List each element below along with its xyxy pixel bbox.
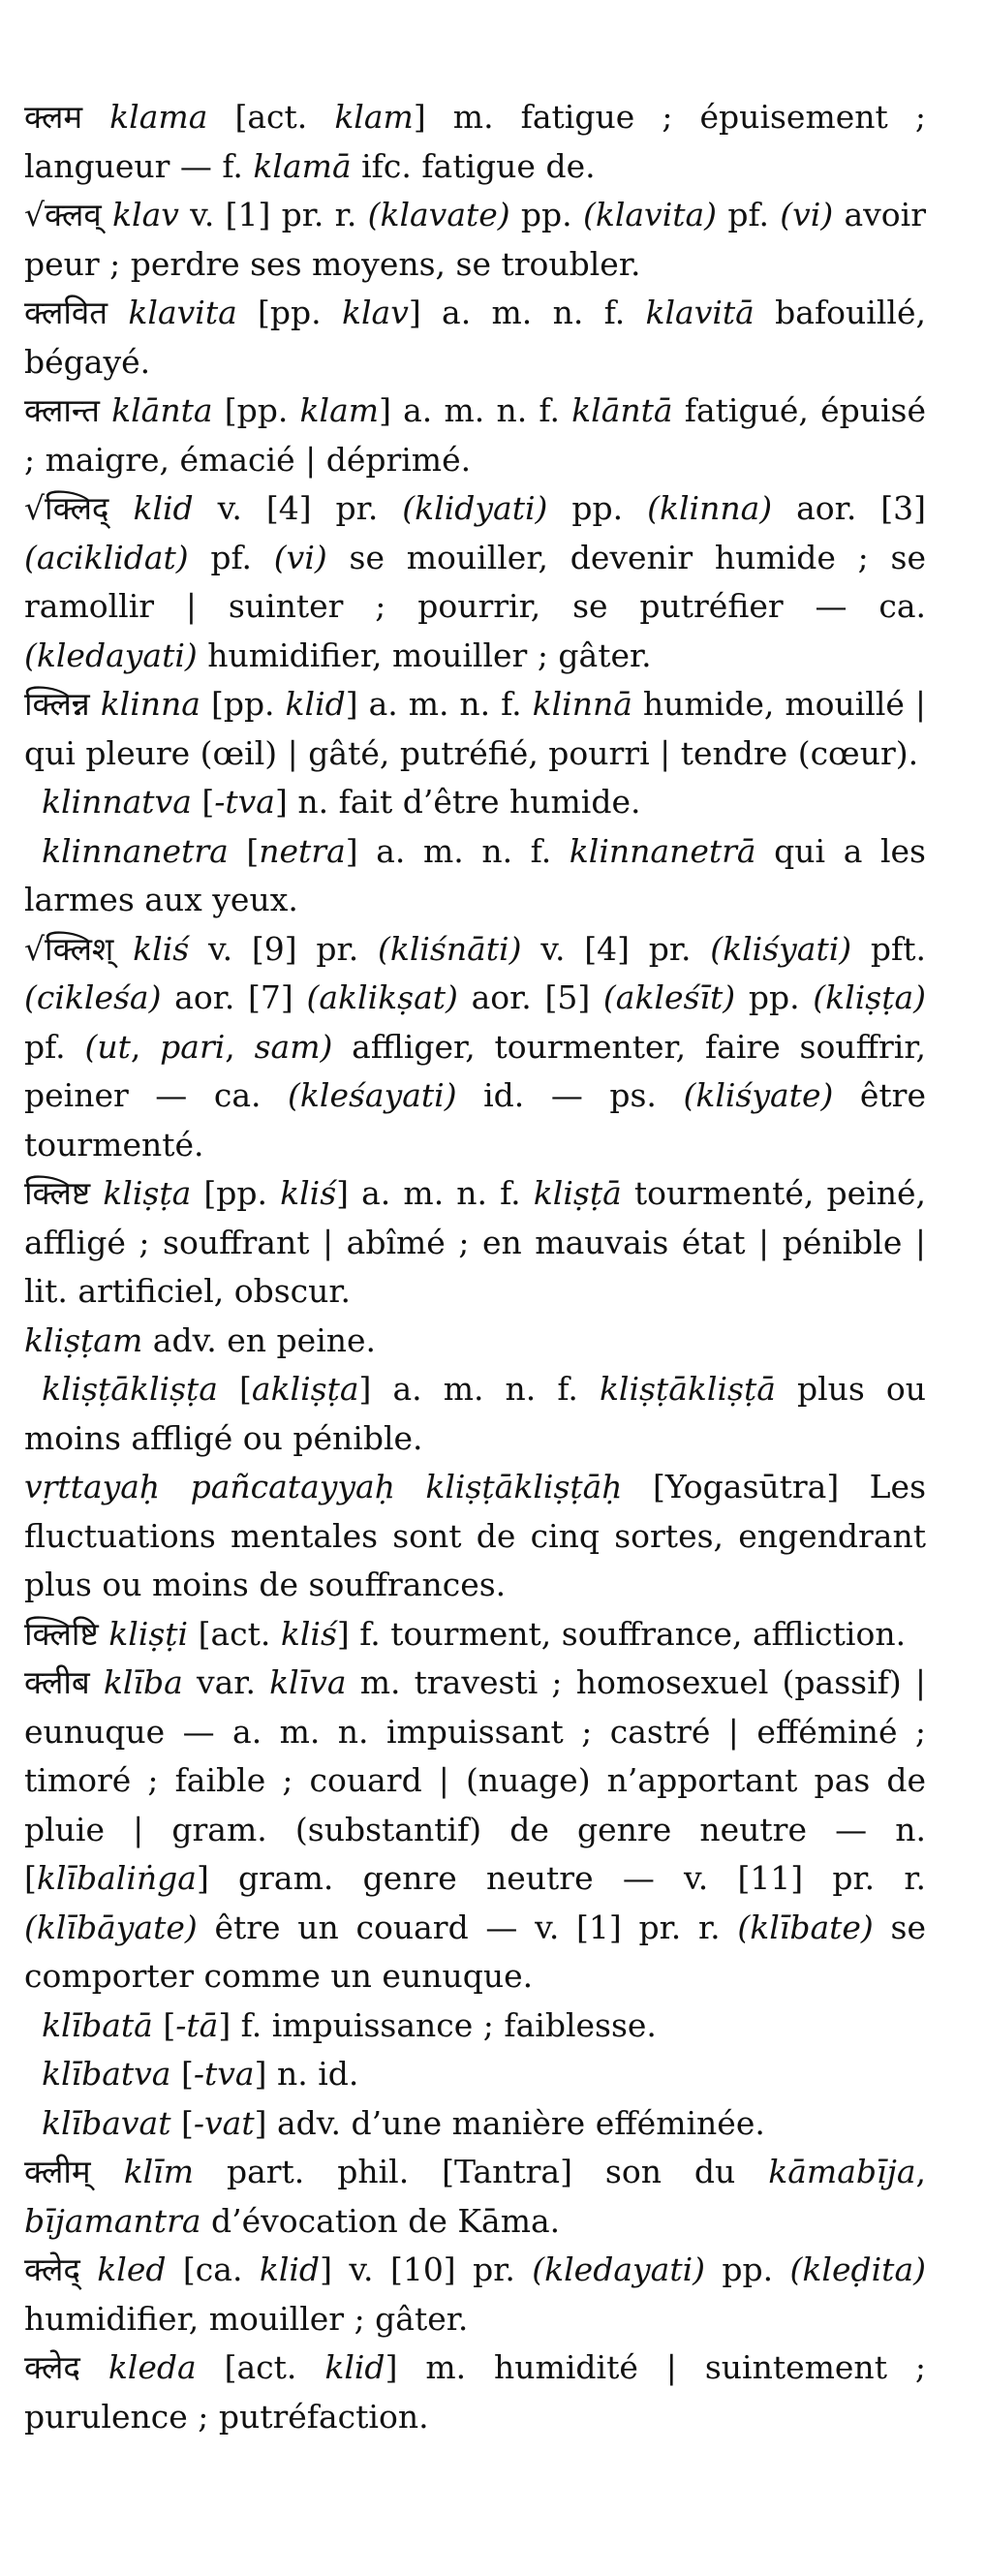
sub-entry: klībatā [-tā] f. impuissance ; faiblesse. — [42, 2005, 657, 2044]
entry-list — [24, 93, 926, 2441]
dictionary-entry: √क्लिद् klid v. [4] pr. (klidyati) pp. (klinna) aor. [3] (aciklidat) pf. (vi) se mouiller, devenir humide ; se ramollir | suinter ; pourrir, se putréfier — ca. (kledayati) humidifier, mouiller ; gâter. — [24, 489, 927, 674]
dictionary-entry: क्लीब klība var. klīva m. travesti ; homosexuel (passif) | eunuque — a. m. n. impuissant ; castré | efféminé ; timoré ; faible ; couard | (nuage) n’apportant pas de pluie | gram. (substantif) de genre neutre — n. [klībaliṅga] gram. genre neutre — v. [11] pr. r. (klībāyate) être un couard — v. [1] pr. r. (klībate) se comporter comme un eunuque. — [24, 1663, 927, 1995]
dictionary-entry: क्लेद kleda [act. klid] m. humidité | suintement ; purulence ; putréfaction. — [24, 2348, 926, 2436]
dictionary-entry: √क्लव् klav v. [1] pr. r. (klavate) pp. (klavita) pf. (vi) avoir peur ; perdre ses moyens, se troubler. — [24, 196, 926, 283]
sub-entry: klībavat [-vat] adv. d’une manière efféminée. — [42, 2103, 765, 2142]
dictionary-entry: क्लीम् klīm part. phil. [Tantra] son du kāmabīja, bījamantra d’évocation de Kāma. — [24, 2153, 926, 2240]
dictionary-entry: kliṣṭam adv. en peine. — [24, 1320, 377, 1359]
dictionary-entry: क्लेद् kled [ca. klid] v. [10] pr. (kledayati) pp. (kleḍita) humidifier, mouiller ; gâter. — [24, 2250, 926, 2338]
dictionary-entry: क्लिष्टि kliṣṭi [act. kliś] f. tourment, souffrance, affliction. — [24, 1614, 907, 1653]
dictionary-entry: √क्लिश् kliś v. [9] pr. (kliśnāti) v. [4] pr. (kliśyati) pft. (cikleśa) aor. [7] (aklikṣat) aor. [5] (akleśīt) pp. (kliṣṭa) pf. (ut, pari, sam) affliger, tourmenter, faire souffrir, peiner — ca. (kleśayati) id. — ps. (kliśyate) être tourmenté. — [24, 929, 927, 1164]
sub-entry: kliṣṭākliṣṭa [akliṣṭa] a. m. n. f. kliṣṭākliṣṭā plus ou moins affligé ou pénible. — [24, 1370, 926, 1457]
dictionary-entry: क्लिन्न klinna [pp. klid] a. m. n. f. klinnā humide, mouillé | qui pleure (œil) | gâté, putréfié, pourri | tendre (cœur). — [24, 685, 927, 772]
dictionary-entry: क्लान्त klānta [pp. klam] a. m. n. f. klāntā fatigué, épuisé ; maigre, émacié | déprimé. — [24, 391, 926, 479]
dictionary-entry: क्लिष्ट kliṣṭa [pp. kliś] a. m. n. f. kliṣṭā tourmenté, peiné, affligé ; souffrant | abîmé ; en mauvais état | pénible | lit. artificiel, obscur. — [24, 1174, 926, 1310]
sub-entry: klinnatva [-tva] n. fait d’être humide. — [42, 783, 641, 821]
sub-entry: klībatva [-tva] n. id. — [42, 2055, 359, 2093]
sub-entry: klinnanetra [netra] a. m. n. f. klinnanetrā qui a les larmes aux yeux. — [24, 831, 926, 918]
dictionary-entry: क्लवित klavita [pp. klav] a. m. n. f. klavitā bafouillé, bégayé. — [24, 294, 926, 381]
dictionary-entry: क्लम klama [act. klam] m. fatigue ; épuisement ; langueur — f. klamā ifc. fatigue de. — [24, 98, 926, 185]
dictionary-entry: vṛttayaḥ pañcatayyaḥ kliṣṭākliṣṭāḥ [Yogasūtra] Les fluctuations mentales sont de cinq sortes, engendrant plus ou moins de souffrances. — [24, 1468, 927, 1603]
